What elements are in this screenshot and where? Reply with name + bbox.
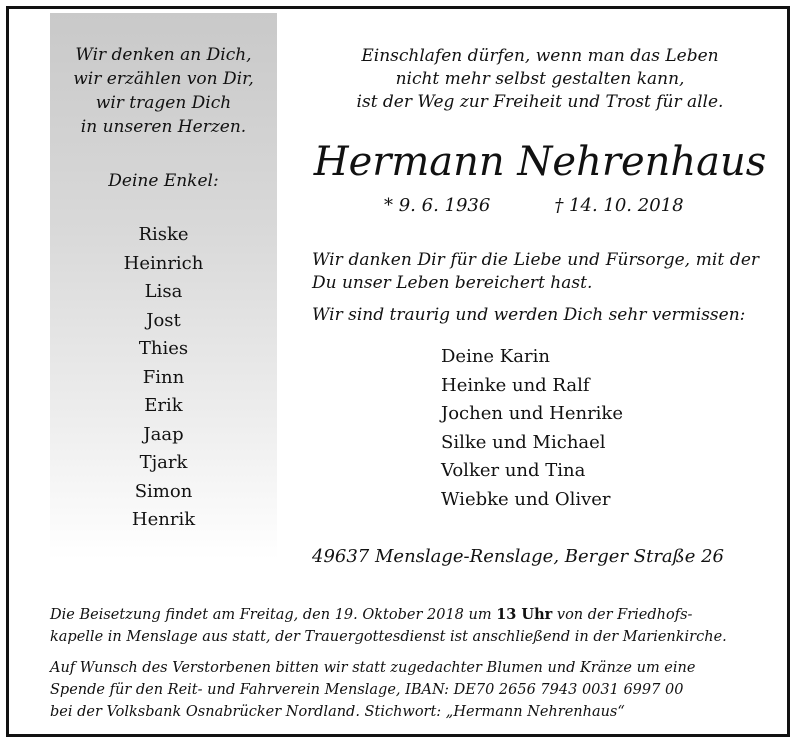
- funeral-text: Die Beisetzung findet am Freitag, den 19. Oktober 2018 um: [50, 607, 497, 623]
- grandchildren-heading: Deine Enkel:: [108, 171, 219, 191]
- poem-line: wir erzählen von Dir,: [73, 69, 254, 89]
- life-dates: [384, 195, 684, 216]
- grandchild-name: Riske: [138, 224, 189, 245]
- family-member: Deine Karin: [441, 346, 550, 367]
- grandchild-name: Thies: [138, 338, 189, 359]
- funeral-line-2: kapelle in Menslage aus statt, der Trauergottesdienst ist anschließend in der Marienkirche.: [50, 629, 727, 645]
- motto-line: ist der Weg zur Freiheit und Trost für alle.: [356, 92, 724, 112]
- motto-line: Einschlafen dürfen, wenn man das Leben: [361, 46, 719, 66]
- thanks-message: Wir danken Dir für die Liebe und Fürsorge, mit der Du unser Leben bereichert hast.: [312, 250, 759, 293]
- poem-line: Wir denken an Dich,: [75, 45, 252, 65]
- motto-quote: [300, 45, 780, 114]
- grandchild-name: Jaap: [143, 423, 184, 445]
- birth-date: * 9. 6. 1936: [384, 195, 491, 216]
- family-member: Wiebke und Oliver: [441, 488, 611, 510]
- donation-line: Auf Wunsch des Verstorbenen bitten wir statt zugedachter Blumen und Kränze um eine: [50, 660, 696, 676]
- grandchild-name: Tjark: [139, 452, 188, 473]
- grandchild-name: Jost: [146, 309, 181, 331]
- grandchild-name: Heinrich: [123, 252, 204, 274]
- family-list: [441, 343, 623, 514]
- grandchild-name: Lisa: [144, 281, 183, 302]
- family-member: Volker und Tina: [441, 460, 586, 481]
- grandchild-name: Simon: [134, 480, 193, 502]
- family-member: Silke und Michael: [441, 431, 606, 453]
- sidebar-poem: [50, 43, 277, 139]
- motto-line: nicht mehr selbst gestalten kann,: [395, 69, 685, 89]
- funeral-notice: [50, 604, 760, 648]
- grandchild-name: Finn: [142, 366, 185, 388]
- family-member: Jochen und Henrike: [441, 403, 623, 424]
- funeral-line-1: [50, 604, 760, 626]
- grandchildren-list: [50, 221, 277, 535]
- funeral-time: 13 Uhr: [496, 606, 553, 623]
- donation-line: Spende für den Reit- und Fahrverein Menslage, IBAN: DE70 2656 7943 0031 6997 00: [50, 682, 684, 698]
- funeral-text: von der Friedhofs-: [552, 607, 693, 623]
- donation-line: bei der Volksbank Osnabrücker Nordland. Stichwort: „Hermann Nehrenhaus“: [50, 704, 625, 720]
- grandchild-name: Erik: [144, 395, 183, 416]
- donation-notice: [50, 657, 760, 723]
- family-address: 49637 Menslage-Renslage, Berger Straße 26: [312, 546, 724, 567]
- poem-line: wir tragen Dich: [95, 93, 232, 113]
- family-member: Heinke und Ralf: [441, 374, 590, 396]
- sad-message: Wir sind traurig und werden Dich sehr vermissen:: [312, 305, 746, 325]
- poem-line: in unseren Herzen.: [80, 117, 247, 137]
- grandchild-name: Henrik: [131, 509, 196, 530]
- deceased-name: Hermann Nehrenhaus: [313, 139, 767, 185]
- death-date: † 14. 10. 2018: [554, 195, 684, 216]
